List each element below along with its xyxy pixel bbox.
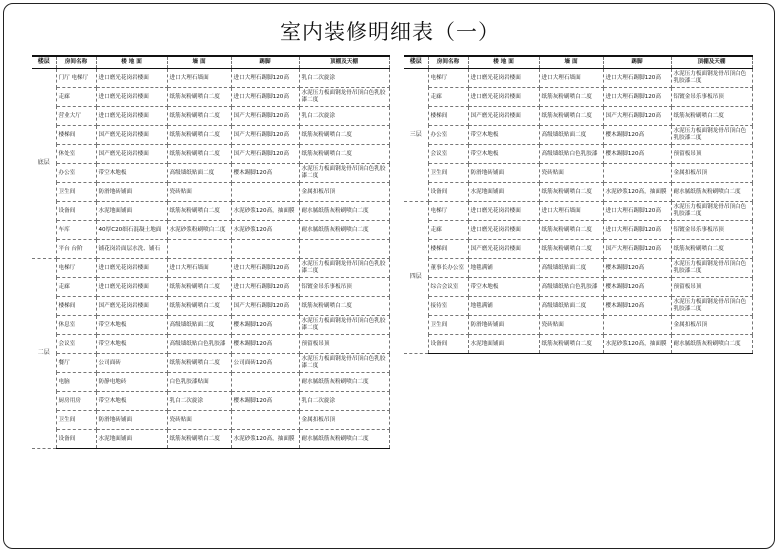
room-name-cell: 电梯厅: [56, 259, 96, 278]
room-name-cell: 卫生间: [56, 183, 96, 202]
column-header: 楼层: [404, 56, 428, 69]
header-row: [404, 56, 752, 69]
table-row: [32, 202, 389, 221]
wall-finish-cell: 高级墙纸贴面二度: [539, 126, 603, 145]
room-name-cell: 餐厅: [56, 354, 96, 373]
table-row: [32, 316, 389, 335]
room-name-cell: 卫生间: [56, 411, 96, 430]
wall-finish-cell: 纸筋灰粉刷喷白二度: [539, 88, 603, 107]
skirting-cell: 樱木踢脚120高: [603, 297, 671, 316]
wall-finish-cell: 纸筋灰粉刷喷白二度: [167, 354, 231, 373]
table-row: [404, 126, 752, 145]
ceiling-cell: 耐水腻纸筋灰粉刷喷白二度: [299, 202, 389, 221]
table-row: [404, 316, 752, 335]
floor-label: 三层: [404, 69, 428, 202]
room-name-cell: 厨房用房: [56, 392, 96, 411]
wall-finish-cell: 高级墙纸贴面二度: [539, 297, 603, 316]
room-name-cell: 楼梯间: [56, 297, 96, 316]
room-name-cell: 走廊: [56, 88, 96, 107]
skirting-cell: [603, 164, 671, 183]
column-header: 楼 地 面: [468, 56, 539, 69]
floor-finish-cell: 进口磨光花岗岩楼面: [96, 69, 167, 88]
ceiling-cell: 耐水腻纸筋灰粉刷喷白二度: [671, 335, 752, 354]
room-name-cell: 接待室: [428, 297, 468, 316]
floor-finish-cell: 地毯满铺: [468, 297, 539, 316]
wall-finish-cell: 瓷砖贴面: [539, 316, 603, 335]
floor-label: 二层: [32, 259, 56, 449]
skirting-cell: 进口大理石踢脚120高: [603, 202, 671, 221]
column-header: 踢脚: [603, 56, 671, 69]
table-row: [32, 88, 389, 107]
wall-finish-cell: 纸筋灰粉刷喷白二度: [539, 183, 603, 202]
skirting-cell: 樱木踢脚120高: [603, 145, 671, 164]
skirting-cell: 樱木踢脚120高: [231, 392, 299, 411]
room-name-cell: 电梯厅: [428, 69, 468, 88]
skirting-cell: [603, 316, 671, 335]
floor-finish-cell: 防滑地砖铺面: [96, 183, 167, 202]
floor-label: 四层: [404, 202, 428, 354]
wall-finish-cell: 进口大理石墙面: [539, 69, 603, 88]
ceiling-cell: [299, 240, 389, 259]
room-name-cell: 设备间: [428, 183, 468, 202]
wall-finish-cell: 高级墙纸贴面二度: [167, 316, 231, 335]
ceiling-cell: 水泥压力板面钢龙骨吊顶白色乳胶漆二度: [299, 354, 389, 373]
ceiling-cell: 铝镀金吊乐事板吊顶: [299, 278, 389, 297]
skirting-cell: 进口大理石踢脚120高: [231, 69, 299, 88]
wall-finish-cell: 进口大理石墙面: [539, 202, 603, 221]
table-row: [404, 107, 752, 126]
table-row: [32, 107, 389, 126]
floor-finish-cell: 水泥地面铺面: [96, 430, 167, 449]
ceiling-cell: 水泥压力板面钢龙骨吊顶白色乳胶漆二度: [671, 259, 752, 278]
floor-finish-cell: 防滑地砖铺面: [96, 411, 167, 430]
skirting-cell: 进口大理石踢脚120高: [231, 278, 299, 297]
floor-finish-cell: 国产磨光花岗岩楼面: [96, 126, 167, 145]
skirting-cell: 樱木踢脚120高: [231, 164, 299, 183]
floor-finish-cell: 进口磨光花岗岩楼面: [468, 69, 539, 88]
table-row: [32, 259, 389, 278]
wall-finish-cell: 高级墙纸贴面二度: [167, 164, 231, 183]
wall-finish-cell: 高级墙纸贴面二度: [539, 259, 603, 278]
skirting-cell: 水泥砂浆120高，抽面膜: [231, 202, 299, 221]
column-header: 墙 面: [539, 56, 603, 69]
floor-finish-cell: 防滑地砖铺面: [468, 164, 539, 183]
skirting-cell: 进口大理石踢脚120高: [603, 88, 671, 107]
ceiling-cell: 水泥压力板面钢龙骨吊顶白色乳胶漆二度: [299, 164, 389, 183]
floor-finish-cell: 进口磨光花岗岩楼面: [468, 221, 539, 240]
floor-finish-cell: 水泥地面铺面: [468, 335, 539, 354]
wall-finish-cell: 乳白二次旋涂: [167, 392, 231, 411]
wall-finish-cell: 瓷砖贴面: [539, 164, 603, 183]
room-name-cell: 电梯厅: [428, 202, 468, 221]
wall-finish-cell: 纸筋灰粉刷喷白二度: [167, 107, 231, 126]
skirting-cell: 樱木踢脚120高: [231, 335, 299, 354]
ceiling-cell: 水泥压力板面钢龙骨吊顶白色乳胶漆二度: [671, 202, 752, 221]
ceiling-cell: 耐水腻纸筋灰粉刷喷白二度: [299, 373, 389, 392]
ceiling-cell: 耐水腻纸筋灰粉刷喷白二度: [299, 430, 389, 449]
ceiling-cell: 水泥压力板面钢龙骨吊顶白色乳胶漆二度: [671, 69, 752, 88]
room-name-cell: 平台 台阶: [56, 240, 96, 259]
room-name-cell: 楼梯间: [56, 126, 96, 145]
ceiling-cell: 水泥压力板面钢龙骨吊顶白色乳胶漆二度: [299, 316, 389, 335]
table-row: [404, 335, 752, 354]
floor-finish-cell: 进口磨光花岗岩楼面: [96, 107, 167, 126]
skirting-cell: 国产大理石踢脚120高: [603, 240, 671, 259]
wall-finish-cell: 进口大理石墙面: [167, 69, 231, 88]
ceiling-cell: 纸筋灰粉刷喷白二度: [671, 107, 752, 126]
room-name-cell: 车库: [56, 221, 96, 240]
floor-finish-cell: 带空木地板: [468, 278, 539, 297]
room-name-cell: 走廊: [56, 278, 96, 297]
column-header: 顶棚及天棚: [299, 56, 389, 69]
ceiling-cell: 耐水腻纸筋灰粉刷喷白二度: [671, 183, 752, 202]
wall-finish-cell: 高级墙纸贴白色乳胶漆: [539, 145, 603, 164]
skirting-cell: [231, 183, 299, 202]
floor-finish-cell: 国产磨光花岗岩楼面: [468, 240, 539, 259]
room-name-cell: 设备间: [56, 202, 96, 221]
wall-finish-cell: 纸筋灰粉刷喷白二度: [167, 126, 231, 145]
skirting-cell: 进口大理石踢脚120高: [603, 69, 671, 88]
wall-finish-cell: 白色乳胶漆贴面: [167, 373, 231, 392]
table-row: [32, 126, 389, 145]
table-row: [32, 69, 389, 88]
skirting-cell: 樱木踢脚120高: [603, 126, 671, 145]
finish-schedule-left: [32, 55, 390, 449]
table-row: [404, 240, 752, 259]
table-row: [404, 202, 752, 221]
room-name-cell: 设备间: [56, 430, 96, 449]
wall-finish-cell: 纸筋灰粉刷喷白二度: [167, 430, 231, 449]
skirting-cell: 国产大理石踢脚120高: [231, 107, 299, 126]
skirting-cell: 水泥砂浆120高，抽面膜: [603, 183, 671, 202]
floor-label: 底层: [32, 69, 56, 259]
room-name-cell: 办公室: [428, 126, 468, 145]
floor-finish-cell: 地毯满铺: [468, 259, 539, 278]
table-row: [32, 221, 389, 240]
ceiling-cell: 预留板吊顶: [671, 145, 752, 164]
room-name-cell: 卫生间: [428, 164, 468, 183]
wall-finish-cell: 纸筋灰粉刷喷白二度: [539, 240, 603, 259]
skirting-cell: 国产大理石踢脚120高: [231, 145, 299, 164]
floor-finish-cell: 带空木地板: [96, 392, 167, 411]
ceiling-cell: 纸筋灰粉刷喷白二度: [671, 240, 752, 259]
floor-finish-cell: 水泥地面铺面: [468, 183, 539, 202]
column-header: 墙 面: [167, 56, 231, 69]
room-name-cell: 楼梯间: [428, 240, 468, 259]
table-row: [32, 373, 389, 392]
table-row: [32, 411, 389, 430]
skirting-cell: 水泥砂浆120高，抽面膜: [603, 335, 671, 354]
floor-finish-cell: 进口磨光花岗岩楼面: [96, 259, 167, 278]
floor-finish-cell: 进口磨光花岗岩楼面: [468, 88, 539, 107]
wall-finish-cell: 瓷砖贴面: [167, 411, 231, 430]
floor-finish-cell: 带空木地板: [96, 335, 167, 354]
floor-finish-cell: 带空木地板: [468, 126, 539, 145]
ceiling-cell: 预留板吊顶: [299, 335, 389, 354]
floor-finish-cell: 进口磨光花岗岩楼面: [96, 278, 167, 297]
table-row: [404, 297, 752, 316]
table-row: [404, 145, 752, 164]
room-name-cell: 营业大厅: [56, 107, 96, 126]
room-name-cell: 电脑: [56, 373, 96, 392]
floor-finish-cell: 铺花岗岩面层水洗、铺石: [96, 240, 167, 259]
room-name-cell: 会议室: [56, 335, 96, 354]
header-row: [32, 56, 389, 69]
ceiling-cell: 水泥压力板面钢龙骨吊顶白色乳胶漆二度: [299, 259, 389, 278]
skirting-cell: 水泥砂浆120高，抽面膜: [231, 430, 299, 449]
table-row: [404, 278, 752, 297]
skirting-cell: 国产大理石踢脚120高: [231, 126, 299, 145]
ceiling-cell: 耐水腻纸筋灰粉刷喷白二度: [299, 221, 389, 240]
ceiling-cell: 金属扣板吊顶: [299, 411, 389, 430]
column-header: 踢脚: [231, 56, 299, 69]
wall-finish-cell: 高级墙纸贴白色乳胶漆: [539, 278, 603, 297]
wall-finish-cell: 纸筋灰粉刷喷白二度: [539, 221, 603, 240]
room-name-cell: 卫生间: [428, 316, 468, 335]
floor-finish-cell: 国产磨光花岗岩楼面: [96, 145, 167, 164]
skirting-cell: 樱木踢脚120高: [603, 278, 671, 297]
ceiling-cell: 金属扣板吊顶: [671, 164, 752, 183]
floor-finish-cell: 防滑地砖铺面: [468, 316, 539, 335]
room-name-cell: 走廊: [428, 221, 468, 240]
column-header: 楼层: [32, 56, 56, 69]
table-row: [32, 145, 389, 164]
table-row: [32, 392, 389, 411]
wall-finish-cell: [167, 240, 231, 259]
ceiling-cell: 预留板吊顶: [671, 278, 752, 297]
table-row: [404, 88, 752, 107]
wall-finish-cell: 纸筋灰粉刷喷白二度: [167, 202, 231, 221]
skirting-cell: 樱木踢脚120高: [231, 316, 299, 335]
skirting-cell: 国产大理石踢脚120高: [603, 107, 671, 126]
skirting-cell: [231, 373, 299, 392]
floor-finish-cell: 带空木地板: [96, 316, 167, 335]
skirting-cell: [231, 240, 299, 259]
ceiling-cell: 纸筋灰粉刷喷白二度: [299, 126, 389, 145]
wall-finish-cell: 纸筋灰粉刷喷白二度: [539, 107, 603, 126]
wall-finish-cell: 瓷砖贴面: [167, 183, 231, 202]
room-name-cell: 走廊: [428, 88, 468, 107]
ceiling-cell: 铝镀金吊乐事板吊顶: [671, 88, 752, 107]
floor-finish-cell: 带空木地板: [468, 145, 539, 164]
floor-finish-cell: 进口磨光花岗岩楼面: [96, 88, 167, 107]
floor-finish-cell: 国产磨光花岗岩楼面: [96, 297, 167, 316]
ceiling-cell: 金属扣板吊顶: [671, 316, 752, 335]
wall-finish-cell: 纸筋灰粉刷喷白二度: [539, 335, 603, 354]
table-row: [32, 240, 389, 259]
ceiling-cell: 水泥压力板面钢龙骨吊顶白色乳胶漆二度: [671, 126, 752, 145]
room-name-cell: 综合会议室: [428, 278, 468, 297]
floor-finish-cell: 防静电地砖: [96, 373, 167, 392]
skirting-cell: 樱木踢脚120高: [603, 259, 671, 278]
wall-finish-cell: 纸筋灰粉刷喷白二度: [167, 88, 231, 107]
room-name-cell: 会议室: [428, 145, 468, 164]
table-row: [404, 183, 752, 202]
table-row: [32, 335, 389, 354]
room-name-cell: 休息室: [56, 316, 96, 335]
skirting-cell: 进口大理石踢脚120高: [603, 221, 671, 240]
ceiling-cell: 铝镀金吊乐事板吊顶: [671, 221, 752, 240]
page-title: 室内装修明细表（一）: [280, 20, 500, 44]
ceiling-cell: 纸筋灰粉刷喷白二度: [299, 297, 389, 316]
floor-finish-cell: 进口磨光花岗岩楼面: [468, 202, 539, 221]
table-row: [32, 297, 389, 316]
ceiling-cell: 乳白二次旋涂: [299, 69, 389, 88]
ceiling-cell: 乳白二次旋涂: [299, 392, 389, 411]
column-header: 房间名称: [56, 56, 96, 69]
table-row: [32, 430, 389, 449]
table-row: [404, 259, 752, 278]
wall-finish-cell: 纸筋灰粉刷喷白二度: [167, 278, 231, 297]
ceiling-cell: 水泥压力板面钢龙骨吊顶白色乳胶漆二度: [671, 297, 752, 316]
wall-finish-cell: 进口大理石墙面: [167, 259, 231, 278]
ceiling-cell: 金属扣板吊顶: [299, 183, 389, 202]
floor-finish-cell: 公司面砖: [96, 354, 167, 373]
finish-schedule-right: [404, 55, 753, 354]
skirting-cell: 国产大理石踢脚120高: [231, 297, 299, 316]
floor-finish-cell: 带空木地板: [96, 164, 167, 183]
room-name-cell: 设备间: [428, 335, 468, 354]
table-row: [404, 69, 752, 88]
skirting-cell: [231, 411, 299, 430]
table-row: [404, 221, 752, 240]
ceiling-cell: 乳白二次旋涂: [299, 107, 389, 126]
table-row: [32, 278, 389, 297]
table-row: [32, 183, 389, 202]
floor-finish-cell: 40厚C20细石混凝土地面: [96, 221, 167, 240]
wall-finish-cell: 纸筋灰粉刷喷白二度: [167, 297, 231, 316]
column-header: 楼 地 面: [96, 56, 167, 69]
floor-finish-cell: 水泥地面铺面: [96, 202, 167, 221]
column-header: 顶棚及天棚: [671, 56, 752, 69]
column-header: 房间名称: [428, 56, 468, 69]
room-name-cell: 休处室: [56, 145, 96, 164]
wall-finish-cell: 水泥砂浆粉刷喷白二度: [167, 221, 231, 240]
room-name-cell: 办公室: [56, 164, 96, 183]
skirting-cell: 公司面砖120高: [231, 354, 299, 373]
room-name-cell: 门厅 电梯厅: [56, 69, 96, 88]
table-row: [32, 164, 389, 183]
ceiling-cell: 纸筋灰粉刷喷白二度: [299, 145, 389, 164]
room-name-cell: 董事长办公室: [428, 259, 468, 278]
skirting-cell: 进口大理石踢脚120高: [231, 259, 299, 278]
floor-finish-cell: 国产磨光花岗岩楼面: [468, 107, 539, 126]
wall-finish-cell: 纸筋灰粉刷喷白二度: [167, 145, 231, 164]
table-row: [32, 354, 389, 373]
skirting-cell: 进口大理石踢脚120高: [231, 88, 299, 107]
ceiling-cell: 水泥压力板面钢龙骨吊顶白色乳胶漆二度: [299, 88, 389, 107]
room-name-cell: 楼梯间: [428, 107, 468, 126]
skirting-cell: 水泥砂浆120高: [231, 221, 299, 240]
wall-finish-cell: 高级墙纸贴白色乳胶漆: [167, 335, 231, 354]
table-row: [404, 164, 752, 183]
